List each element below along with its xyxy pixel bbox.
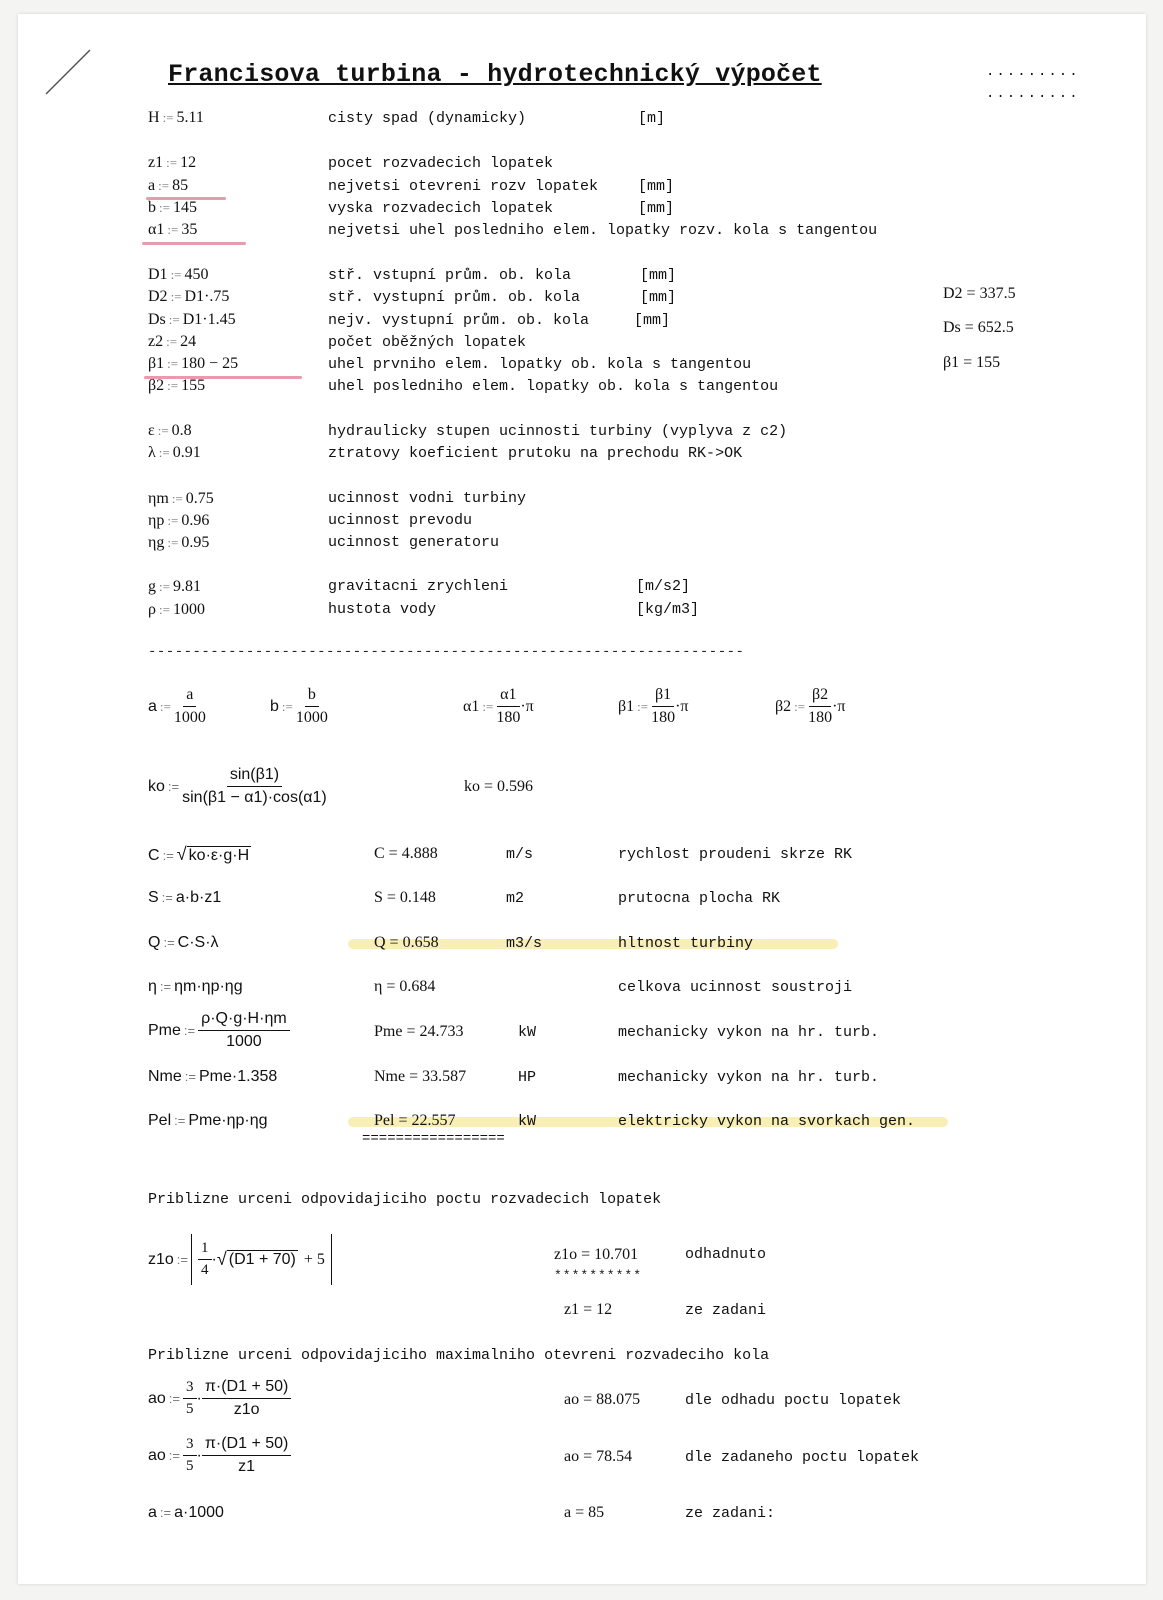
z1o-stars: **********	[554, 1268, 643, 1283]
input-desc: uhel posledniho elem. lopatky ob. kola s tangentou	[328, 378, 779, 395]
input-desc: cisty spad (dynamicky)	[328, 110, 527, 127]
conversion-b: b := $\frac{b}{1000}$	[270, 686, 328, 726]
calc-c: C := √ ko·ε·g·H	[148, 844, 250, 864]
input-desc: stř. vystupní prům. ob. kola	[328, 289, 581, 306]
calc-s: S := a·b·z1	[148, 889, 222, 906]
input-desc: ztratovy koeficient prutoku na prechodu RK->OK	[328, 445, 743, 462]
input-row: ε := 0.8	[148, 422, 192, 439]
input-row: α1 := 35	[148, 221, 198, 238]
input-row: ηg := 0.95	[148, 534, 210, 551]
calc-s-desc: prutocna plocha RK	[618, 890, 781, 907]
calc-pme-result: Pme = 24.733	[374, 1023, 464, 1040]
pencil-mark-icon	[40, 42, 100, 102]
input-row: z2 := 24	[148, 333, 197, 350]
header-dots-2: .........	[986, 86, 1080, 102]
input-row: z1 := 12	[148, 154, 197, 171]
ko-result: ko = 0.596	[464, 778, 534, 795]
ao-result-given: ao = 78.54	[564, 1448, 633, 1465]
input-desc: nejvetsi uhel posledniho elem. lopatky rozv. kola s tangentou	[328, 222, 878, 239]
input-desc: gravitacni zrychleni	[328, 578, 509, 595]
input-desc: počet oběžných lopatek	[328, 334, 527, 351]
calc-q-desc: hltnost turbiny	[618, 935, 754, 952]
z1o-result: z1o = 10.701	[554, 1246, 639, 1263]
input-row: D2 := D1·.75	[148, 288, 230, 305]
calc-pme-desc: mechanicky vykon na hr. turb.	[618, 1024, 880, 1041]
ao-result-estimate: ao = 88.075	[564, 1391, 641, 1408]
input-unit: [mm]	[634, 312, 671, 329]
calc-pme: Pme := $\frac{\rho\cdot Q\cdot g\cdot H\cdot\eta m}{1000}$	[148, 1010, 290, 1051]
calc-nme-result: Nme = 33.587	[374, 1068, 467, 1085]
calc-q-result: Q = 0.658	[374, 934, 439, 951]
calc-pel: Pel := Pme·ηp·ηg	[148, 1112, 268, 1129]
input-desc: ucinnost vodni turbiny	[328, 490, 527, 507]
input-unit: [mm]	[638, 178, 675, 195]
calc-c-desc: rychlost proudeni skrze RK	[618, 846, 853, 863]
side-result-d2: D2 = 337.5	[943, 285, 1016, 302]
section-heading-opening: Priblizne urceni odpovidajiciho maximalniho otevreni rozvadeciho kola	[148, 1347, 770, 1364]
calc-pel-desc: elektricky vykon na svorkach gen.	[618, 1113, 916, 1130]
side-result-beta1: β1 = 155	[943, 354, 1001, 371]
input-desc: vyska rozvadecich lopatek	[328, 200, 554, 217]
input-row: λ := 0.91	[148, 444, 201, 461]
input-row: β1 := 180 − 25	[148, 355, 239, 372]
input-desc: hydraulicky stupen ucinnosti turbiny (vyplyva z c2)	[328, 423, 788, 440]
z1o-formula: z1o := $\frac{1}{4}$ · √ (D1 + 70) + 5	[148, 1234, 332, 1285]
separator-line: -------------------------------------------------------------------	[148, 644, 745, 660]
calc-nme: Nme := Pme·1.358	[148, 1068, 278, 1085]
input-row: ηp := 0.96	[148, 512, 210, 529]
a-note-final: ze zadani:	[685, 1505, 776, 1522]
input-row: a := 85	[148, 177, 189, 194]
input-row: H := 5.11	[148, 109, 204, 126]
input-unit: [m/s2]	[636, 578, 691, 595]
page-title: Francisova turbina - hydrotechnický výpočet	[168, 60, 822, 89]
ko-formula: ko := $\frac{\sin(\beta 1)}{\sin(\beta 1 - \alpha 1)\cdot\cos(\alpha 1)}$	[148, 766, 327, 806]
conversion-a: a := $\frac{a}{1000}$	[148, 686, 206, 726]
highlight-alpha1	[142, 242, 246, 245]
input-desc: uhel prvniho elem. lopatky ob. kola s tangentou	[328, 356, 752, 373]
calc-s-result: S = 0.148	[374, 889, 436, 906]
ao-note-given: dle zadaneho poctu lopatek	[685, 1449, 920, 1466]
calc-q-unit: m3/s	[506, 935, 543, 952]
input-row: β2 := 155	[148, 377, 206, 394]
ao-formula-estimate: ao := $\frac{3}{5}$ · $\frac{\pi\cdot(D1 + 50)}{z1o}$	[148, 1378, 291, 1419]
z1o-note: odhadnuto	[685, 1246, 767, 1263]
a-formula-final: a := a·1000	[148, 1504, 224, 1521]
a-result-final: a = 85	[564, 1504, 605, 1521]
header-dots: .........	[986, 64, 1080, 80]
input-row: ηm := 0.75	[148, 490, 214, 507]
calc-pel-result: Pel = 22.557	[374, 1112, 456, 1129]
equals-rule: =================	[362, 1131, 505, 1147]
input-unit: [mm]	[638, 200, 675, 217]
calc-nme-unit: HP	[518, 1069, 537, 1086]
calc-s-unit: m2	[506, 890, 525, 907]
calc-pel-unit: kW	[518, 1113, 537, 1130]
calc-q: Q := C·S·λ	[148, 934, 219, 951]
input-row: D1 := 450	[148, 266, 209, 283]
calc-pme-unit: kW	[518, 1024, 537, 1041]
calc-c-unit: m/s	[506, 846, 534, 863]
input-desc: nejv. vystupní prům. ob. kola	[328, 312, 590, 329]
document-page	[18, 14, 1146, 1584]
input-unit: [kg/m3]	[636, 601, 700, 618]
input-unit: [mm]	[640, 289, 677, 306]
input-desc: stř. vstupní prům. ob. kola	[328, 267, 572, 284]
input-unit: [mm]	[640, 267, 677, 284]
ao-formula-given: ao := $\frac{3}{5}$ · $\frac{\pi\cdot(D1 + 50)}{z1}$	[148, 1435, 291, 1476]
input-desc: pocet rozvadecich lopatek	[328, 155, 554, 172]
conversion-beta1: β1 := $\frac{\beta 1}{180}$ ·π	[618, 686, 689, 726]
input-row: Ds := D1·1.45	[148, 311, 236, 328]
ao-note-estimate: dle odhadu poctu lopatek	[685, 1392, 902, 1409]
calc-eta: η := ηm·ηp·ηg	[148, 978, 243, 995]
calc-nme-desc: mechanicky vykon na hr. turb.	[618, 1069, 880, 1086]
input-row: ρ := 1000	[148, 601, 205, 618]
calc-c-result: C = 4.888	[374, 845, 438, 862]
input-row: g := 9.81	[148, 578, 201, 595]
conversion-alpha1: α1 := $\frac{\alpha 1}{180}$ ·π	[463, 686, 534, 726]
input-row: b := 145	[148, 199, 197, 216]
conversion-beta2: β2 := $\frac{\beta 2}{180}$ ·π	[775, 686, 846, 726]
input-desc: hustota vody	[328, 601, 437, 618]
input-desc: nejvetsi otevreni rozv lopatek	[328, 178, 599, 195]
calc-eta-result: η = 0.684	[374, 978, 436, 995]
z1-note: ze zadani	[685, 1302, 767, 1319]
input-desc: ucinnost generatoru	[328, 534, 500, 551]
input-unit: [m]	[638, 110, 666, 127]
side-result-ds: Ds = 652.5	[943, 319, 1014, 336]
input-desc: ucinnost prevodu	[328, 512, 473, 529]
z1-result: z1 = 12	[564, 1301, 613, 1318]
calc-eta-desc: celkova ucinnost soustroji	[618, 979, 853, 996]
section-heading-blades: Priblizne urceni odpovidajiciho poctu rozvadecich lopatek	[148, 1191, 662, 1208]
